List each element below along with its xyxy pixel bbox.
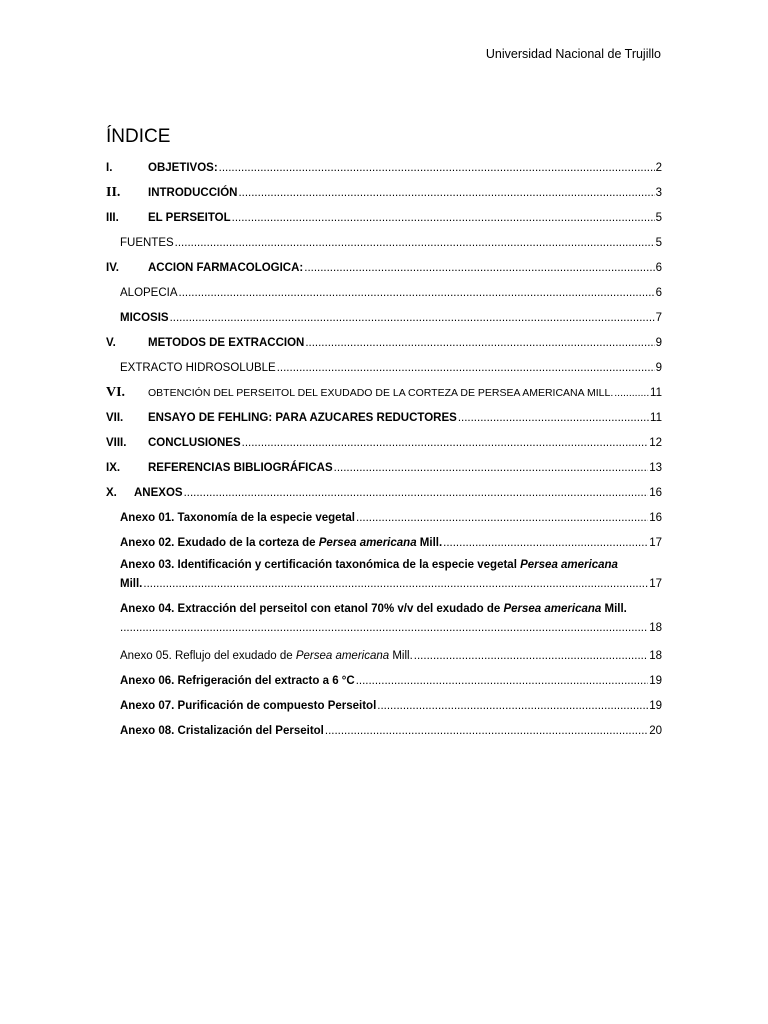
toc-label: MICOSIS bbox=[120, 312, 169, 324]
toc-leader bbox=[305, 336, 654, 350]
toc-entry-anexo-06[interactable] bbox=[106, 663, 662, 688]
toc-page: 16 bbox=[649, 512, 662, 524]
toc-leader bbox=[184, 486, 649, 500]
toc-page: 18 bbox=[649, 622, 662, 634]
toc-page: 19 bbox=[649, 700, 662, 712]
toc-page: 6 bbox=[655, 262, 662, 274]
toc-entry-extracto-hidrosoluble[interactable] bbox=[106, 350, 662, 375]
toc-page: 7 bbox=[655, 312, 662, 324]
toc-entry-anexo-01[interactable] bbox=[106, 500, 662, 525]
toc-entry-conclusiones[interactable] bbox=[106, 425, 662, 450]
toc-label: CONCLUSIONES bbox=[148, 437, 241, 449]
toc-leader bbox=[304, 261, 654, 275]
toc-page: 6 bbox=[655, 287, 662, 299]
toc-entry-anexo-03[interactable] bbox=[106, 550, 662, 594]
toc-entry-introduccion[interactable] bbox=[106, 175, 662, 200]
toc-entry-anexo-08[interactable] bbox=[106, 713, 662, 738]
toc-leader bbox=[219, 161, 655, 175]
toc-label: Anexo 02. Exudado de la corteza de Persea americana Mill. bbox=[120, 537, 443, 549]
toc-entry-ensayo-fehling[interactable] bbox=[106, 400, 662, 425]
toc-label: Anexo 05. Reflujo del exudado de Persea americana Mill. bbox=[120, 650, 413, 662]
toc-page: 19 bbox=[649, 675, 662, 687]
toc-entry-micosis[interactable] bbox=[106, 300, 662, 325]
toc-page: 17 bbox=[649, 537, 662, 549]
toc-leader bbox=[238, 186, 654, 200]
index-title: ÍNDICE bbox=[106, 126, 171, 147]
toc-label: Anexo 04. Extracción del perseitol con etanol 70% v/v del exudado de Persea americana Mill. bbox=[120, 603, 627, 615]
toc-leader bbox=[443, 536, 648, 550]
toc-entry-anexo-04[interactable] bbox=[106, 594, 662, 638]
species-name: Persea americana bbox=[503, 603, 602, 615]
toc-page: 16 bbox=[649, 487, 662, 499]
toc-entry-objetivos[interactable] bbox=[106, 150, 662, 175]
toc-number: IV. bbox=[106, 262, 120, 274]
toc-leader bbox=[120, 619, 648, 638]
toc-leader bbox=[170, 311, 655, 325]
toc-label: EXTRACTO HIDROSOLUBLE bbox=[120, 362, 276, 374]
toc-leader bbox=[614, 386, 649, 400]
toc-page: 2 bbox=[655, 162, 662, 174]
toc-label: Anexo 07. Purificación de compuesto Perseitol bbox=[120, 700, 377, 712]
toc-label-continued: Mill. bbox=[120, 578, 143, 590]
toc-page: 11 bbox=[650, 387, 662, 399]
toc-label: REFERENCIAS BIBLIOGRÁFICAS bbox=[148, 462, 333, 474]
toc-label: Anexo 06. Refrigeración del extracto a 6 °C bbox=[120, 675, 355, 687]
toc-number: VII. bbox=[106, 412, 124, 424]
toc-entry-referencias[interactable] bbox=[106, 450, 662, 475]
toc-leader bbox=[143, 575, 648, 594]
toc-leader bbox=[277, 361, 655, 375]
toc-number: VI. bbox=[106, 385, 126, 400]
table-of-contents bbox=[106, 150, 662, 738]
toc-page: 13 bbox=[649, 462, 662, 474]
toc-number: X. bbox=[106, 487, 117, 499]
page-header: Universidad Nacional de Trujillo bbox=[485, 47, 661, 61]
toc-page: 9 bbox=[655, 362, 662, 374]
toc-label: Anexo 03. Identificación y certificación taxonómica de la especie vegetal Persea americana bbox=[120, 559, 618, 571]
toc-label: OBTENCIÓN DEL PERSEITOL DEL EXUDADO DE LA CORTEZA DE PERSEA AMERICANA MILL. bbox=[148, 387, 614, 399]
toc-page: 3 bbox=[655, 187, 662, 199]
toc-number: I. bbox=[106, 162, 113, 174]
toc-label: Anexo 01. Taxonomía de la especie vegetal bbox=[120, 512, 355, 524]
toc-entry-anexo-05[interactable] bbox=[106, 638, 662, 663]
toc-entry-anexos[interactable] bbox=[106, 475, 662, 500]
toc-leader bbox=[334, 461, 649, 475]
toc-leader bbox=[325, 724, 648, 738]
toc-number: V. bbox=[106, 337, 116, 349]
toc-leader bbox=[179, 286, 655, 300]
toc-entry-accion-farmacologica[interactable] bbox=[106, 250, 662, 275]
toc-entry-anexo-07[interactable] bbox=[106, 688, 662, 713]
toc-label: FUENTES bbox=[120, 237, 174, 249]
toc-number: III. bbox=[106, 212, 119, 224]
toc-leader bbox=[414, 649, 648, 663]
toc-page: 12 bbox=[649, 437, 662, 449]
toc-page: 18 bbox=[649, 650, 662, 662]
toc-leader bbox=[356, 674, 649, 688]
toc-page: 9 bbox=[655, 337, 662, 349]
toc-label: ACCION FARMACOLOGICA: bbox=[148, 262, 304, 274]
toc-number: IX. bbox=[106, 462, 121, 474]
toc-page: 5 bbox=[655, 237, 662, 249]
toc-number: II. bbox=[106, 185, 121, 200]
toc-leader bbox=[377, 699, 648, 713]
toc-leader bbox=[458, 411, 649, 425]
toc-entry-anexo-02[interactable] bbox=[106, 525, 662, 550]
species-name: Persea americana bbox=[295, 650, 390, 662]
toc-page: 20 bbox=[649, 725, 662, 737]
toc-leader bbox=[175, 236, 655, 250]
toc-number: VIII. bbox=[106, 437, 127, 449]
species-name: Persea americana bbox=[318, 537, 417, 549]
toc-label: METODOS DE EXTRACCION bbox=[148, 337, 305, 349]
toc-label: ANEXOS bbox=[134, 487, 183, 499]
toc-entry-perseitol[interactable] bbox=[106, 200, 662, 225]
toc-label: Anexo 08. Cristalización del Perseitol bbox=[120, 725, 324, 737]
toc-entry-fuentes[interactable] bbox=[106, 225, 662, 250]
toc-label: ALOPECIA bbox=[120, 287, 178, 299]
toc-page: 5 bbox=[655, 212, 662, 224]
toc-label: ENSAYO DE FEHLING: PARA AZUCARES REDUCTORES bbox=[148, 412, 457, 424]
species-name: Persea americana bbox=[520, 559, 618, 571]
toc-leader bbox=[232, 211, 655, 225]
toc-entry-metodos-extraccion[interactable] bbox=[106, 325, 662, 350]
toc-page: 17 bbox=[649, 578, 662, 590]
toc-label: INTRODUCCIÓN bbox=[148, 187, 238, 199]
toc-leader bbox=[242, 436, 649, 450]
toc-entry-obtencion-perseitol[interactable] bbox=[106, 375, 662, 400]
toc-page: 11 bbox=[650, 412, 662, 424]
toc-label: EL PERSEITOL bbox=[148, 212, 231, 224]
toc-leader bbox=[356, 511, 648, 525]
toc-label: OBJETIVOS: bbox=[148, 162, 218, 174]
toc-entry-alopecia[interactable] bbox=[106, 275, 662, 300]
